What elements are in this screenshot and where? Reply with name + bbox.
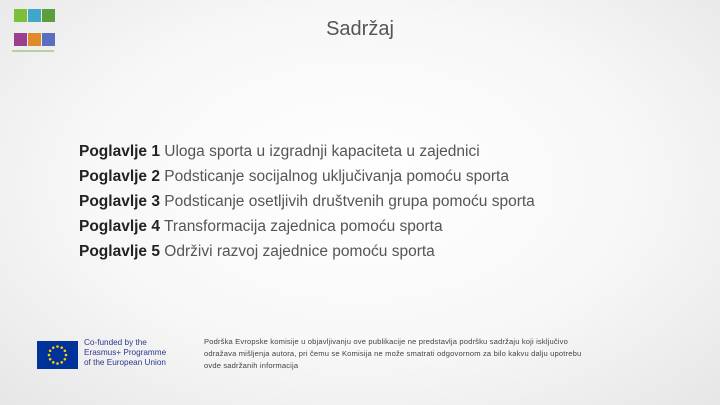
page-title: Sadržaj (326, 18, 394, 40)
logo-caption (12, 50, 54, 52)
eu-text-line: Erasmus+ Programme (84, 348, 167, 357)
chapter-item (79, 214, 535, 239)
chapter-number: Poglavlje 3 (79, 193, 160, 210)
chapter-item (79, 189, 535, 214)
eu-cofunding-logo (37, 334, 177, 374)
disclaimer-line: ovde sadržanih informacija (204, 361, 299, 370)
chapter-number: Poglavlje 1 (79, 143, 160, 160)
chapter-item (79, 239, 535, 264)
chapter-title: Uloga sporta u izgradnji kapaciteta u zajednici (164, 143, 480, 160)
chapter-title: Održivi razvoj zajednice pomoću sporta (164, 243, 435, 260)
chapter-number: Poglavlje 4 (79, 218, 160, 235)
chapter-title: Transformacija zajednica pomoću sporta (164, 218, 443, 235)
chapter-title: Podsticanje socijalnog uključivanja pomoću sporta (164, 168, 509, 185)
disclaimer-line: odražava mišljenja autora, pri čemu se Komisija ne može smatrati odgovornom za bilo kakvu dalju upotrebu (204, 349, 582, 358)
disclaimer-line: Podrška Evropske komisije u objavljivanju ove publikacije ne predstavlja podršku sadržaju koji isključivo (204, 337, 568, 346)
chapter-title: Podsticanje osetljivih društvenih grupa pomoću sporta (164, 193, 535, 210)
eu-text-line: Co-funded by the (84, 338, 147, 347)
chapter-item (79, 164, 535, 189)
chapter-item (79, 139, 535, 164)
chapter-list (79, 139, 535, 264)
chapter-number: Poglavlje 5 (79, 243, 160, 260)
eu-text-line: of the European Union (84, 358, 166, 367)
eu-cofunding-text (84, 338, 184, 368)
chapter-number: Poglavlje 2 (79, 168, 160, 185)
disclaimer-text (204, 336, 694, 372)
eu-flag-icon (37, 341, 78, 369)
